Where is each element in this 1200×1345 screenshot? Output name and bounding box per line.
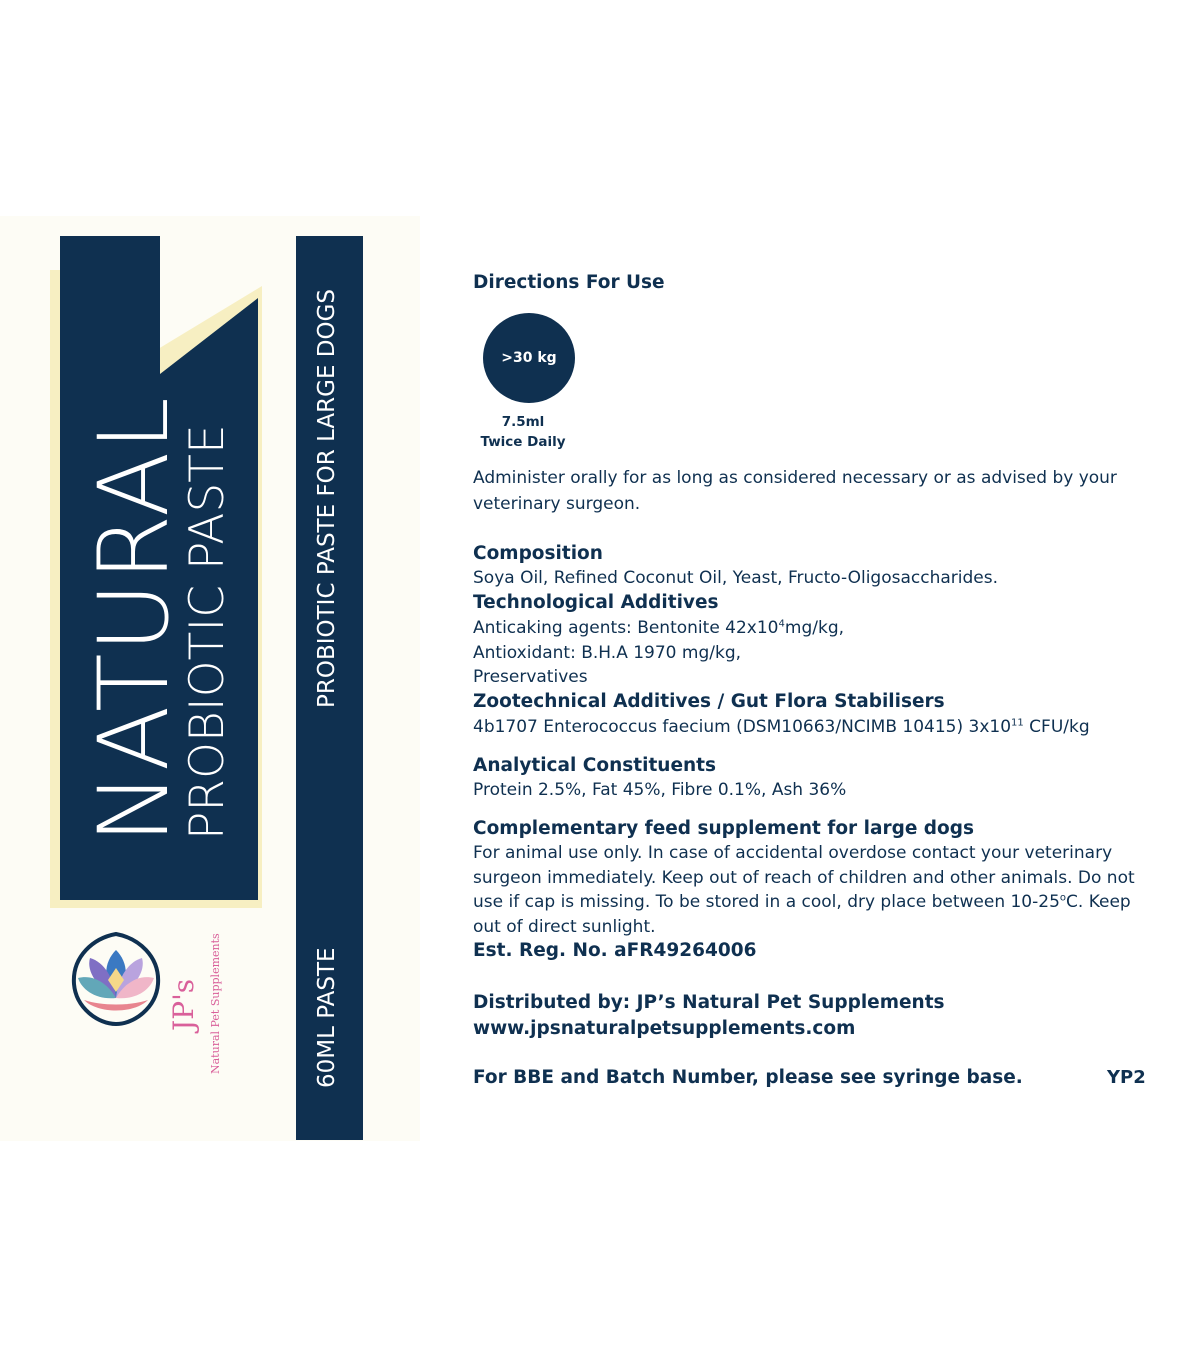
- composition-heading: Composition: [473, 543, 603, 564]
- technological-line2: Antioxidant: B.H.A 1970 mg/kg,: [473, 643, 742, 663]
- directions-heading: Directions For Use: [473, 272, 665, 293]
- weight-badge: [483, 313, 575, 403]
- analytical-heading: Analytical Constituents: [473, 755, 717, 776]
- logo-tagline: Natural Pet Supplements: [209, 933, 222, 1074]
- technological-heading: Technological Additives: [473, 592, 719, 613]
- dose-frequency: Twice Daily: [480, 434, 566, 450]
- registration-number: Est. Reg. No. aFR49264006: [473, 940, 757, 961]
- strip-volume: 60ML PASTE: [314, 947, 340, 1088]
- zootechnical-line: 4b1707 Enterococcus faecium (DSM10663/NCIMB 10415) $3x10^{11}$ CFU/kg: [473, 717, 1090, 737]
- composition-text: Soya Oil, Refined Coconut Oil, Yeast, Fructo-Oligosaccharides.: [473, 568, 998, 588]
- directions-text-line1: Administer orally for as long as considered necessary or as advised by your: [473, 468, 1117, 488]
- technological-line3: Preservatives: [473, 667, 588, 687]
- complementary-line4: out of direct sunlight.: [473, 917, 656, 937]
- label-code: YP2: [1107, 1067, 1146, 1088]
- logo-initials: JP's: [167, 978, 200, 1031]
- distributor-url: www.jpsnaturalpetsupplements.com: [473, 1018, 856, 1039]
- strip-product-description: PROBIOTIC PASTE FOR LARGE DOGS: [314, 288, 340, 708]
- weight-badge-text: >30 kg: [501, 350, 557, 366]
- complementary-line1: For animal use only. In case of accidental overdose contact your veterinary: [473, 843, 1113, 863]
- lotus-logo-icon: [68, 928, 164, 1028]
- complementary-heading: Complementary feed supplement for large dogs: [473, 818, 975, 839]
- technological-line1: Anticaking agents: Bentonite $42x10^4mg/kg$,: [473, 618, 845, 638]
- analytical-text: Protein 2.5%, Fat 45%, Fibre 0.1%, Ash 36%: [473, 780, 847, 800]
- batch-note: For BBE and Batch Number, please see syringe base.: [473, 1067, 1023, 1088]
- dose-info: [473, 412, 573, 452]
- distributor-line: Distributed by: JP’s Natural Pet Supplements: [473, 992, 945, 1013]
- zootechnical-heading: Zootechnical Additives / Gut Flora Stabilisers: [473, 691, 945, 712]
- directions-text-line2: veterinary surgeon.: [473, 494, 641, 514]
- complementary-line3: use if cap is missing. To be stored in a cool, dry place between 10-25$^o$C. Keep: [473, 892, 1131, 912]
- product-name: PROBIOTIC PASTE: [180, 424, 235, 840]
- brand-word: NATURAL: [78, 396, 190, 844]
- dose-amount: 7.5ml: [501, 414, 545, 430]
- complementary-line2: surgeon immediately. Keep out of reach of children and other animals. Do not: [473, 868, 1135, 888]
